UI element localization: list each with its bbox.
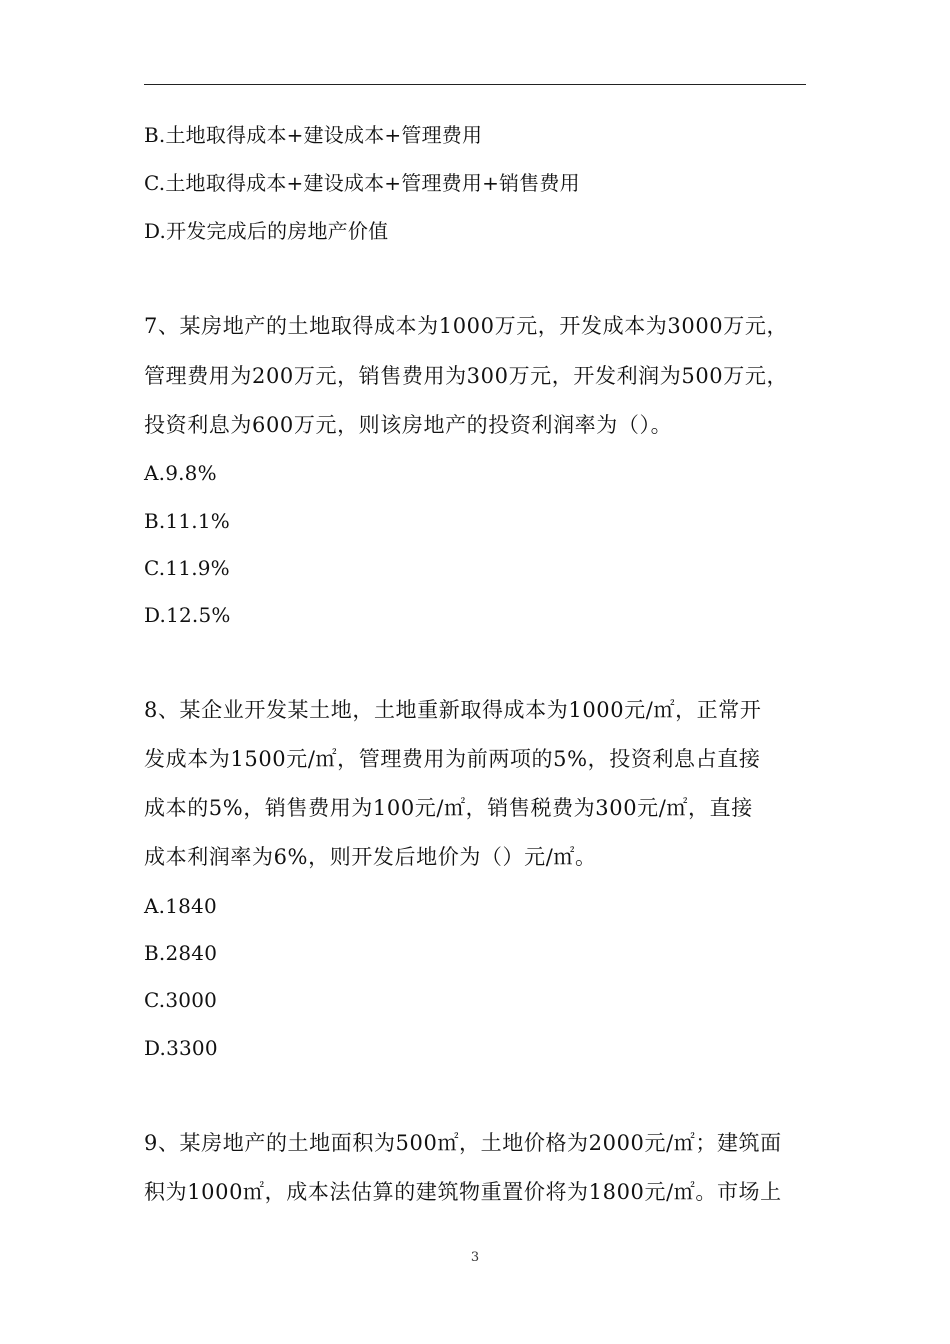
- q7-stem-line-3: 投资利息为600万元，则该房地产的投资利润率为（）。: [144, 413, 673, 437]
- q8-stem-line-2: 发成本为1500元/㎡，管理费用为前两项的5%，投资利息占直接: [144, 747, 761, 771]
- q7-option-d: D.12.5%: [144, 603, 231, 627]
- q8-stem-line-1: 8、某企业开发某土地，土地重新取得成本为1000元/㎡，正常开: [144, 698, 762, 722]
- q7-option-b: B.11.1%: [144, 509, 230, 533]
- q7-option-a: A.9.8%: [144, 461, 217, 485]
- q6-option-b: B.土地取得成本+建设成本+管理费用: [144, 123, 483, 147]
- header-rule: [144, 84, 806, 85]
- q8-stem-line-3: 成本的5%，销售费用为100元/㎡，销售税费为300元/㎡，直接: [144, 796, 753, 820]
- q6-option-c: C.土地取得成本+建设成本+管理费用+销售费用: [144, 171, 580, 195]
- q9-stem-line-2: 积为1000㎡，成本法估算的建筑物重置价将为1800元/㎡。市场上: [144, 1180, 782, 1204]
- page-number: 3: [470, 1250, 480, 1265]
- q8-option-c: C.3000: [144, 988, 218, 1012]
- q7-stem-line-2: 管理费用为200万元，销售费用为300万元，开发利润为500万元，: [144, 364, 789, 388]
- q8-option-a: A.1840: [144, 894, 217, 918]
- q8-option-b: B.2840: [144, 941, 218, 965]
- q9-stem-line-1: 9、某房地产的土地面积为500㎡，土地价格为2000元/㎡；建筑面: [144, 1131, 782, 1155]
- q6-option-d: D.开发完成后的房地产价值: [144, 219, 389, 243]
- q7-stem-line-1: 7、某房地产的土地取得成本为1000万元，开发成本为3000万元，: [144, 314, 789, 338]
- q7-option-c: C.11.9%: [144, 556, 230, 580]
- q8-option-d: D.3300: [144, 1036, 218, 1060]
- q8-stem-line-4: 成本利润率为6%，则开发后地价为（）元/㎡。: [144, 845, 597, 869]
